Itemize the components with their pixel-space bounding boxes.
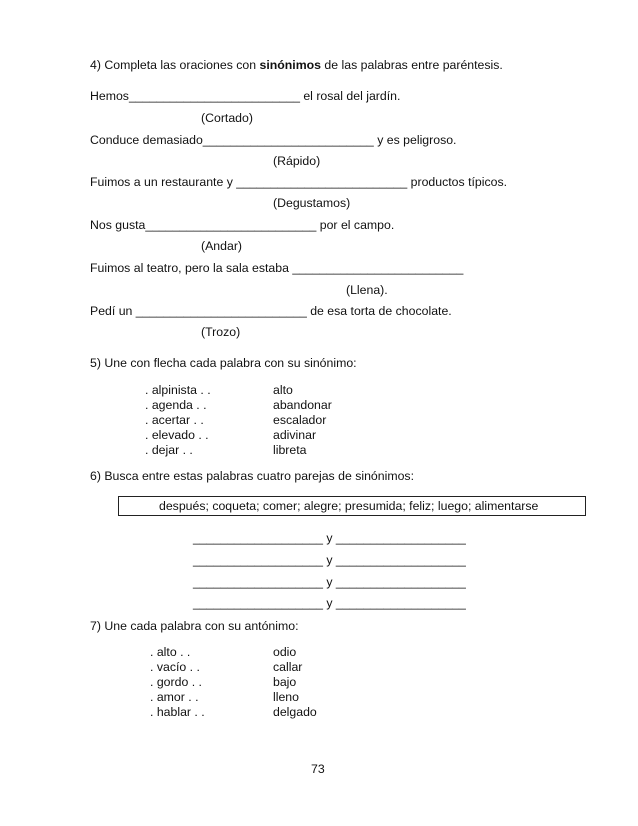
ex4-title-bold: sinónimos [259, 58, 322, 72]
ex5-left-4: . elevado . . [145, 428, 209, 442]
ex7-right-3: bajo [273, 675, 297, 689]
ex5-left-5: . dejar . . [145, 443, 193, 457]
ex6-pair-line-3: ___________________ y ___________________ [193, 575, 466, 589]
ex4-hint-1: (Cortado) [201, 111, 253, 125]
ex7-left-2: . vacío . . [150, 660, 200, 674]
word-box-text: después; coqueta; comer; alegre; presumida; feliz; luego; alimentarse [159, 499, 539, 513]
ex5-right-4: adivinar [273, 428, 317, 442]
ex4-title-pre: 4) Completa las oraciones con [90, 58, 260, 72]
ex6-pair-line-1: ___________________ y ___________________ [193, 531, 466, 545]
ex5-right-2: abandonar [273, 398, 332, 412]
ex7-left-3: . gordo . . [150, 675, 202, 689]
ex4-hint-5: (Llena). [346, 283, 388, 297]
ex7-right-2: callar [273, 660, 303, 674]
ex4-sentence-2: Conduce demasiado_________________________ y es peligroso. [90, 133, 457, 147]
ex4-sentence-6: Pedí un _________________________ de esa torta de chocolate. [90, 304, 452, 318]
ex4-title-post: de las palabras entre paréntesis. [321, 58, 503, 72]
ex4-hint-6: (Trozo) [201, 325, 241, 339]
ex4-hint-3: (Degustamos) [273, 196, 351, 210]
ex7-right-4: lleno [273, 690, 299, 704]
ex6-pair-line-4: ___________________ y ___________________ [193, 596, 466, 610]
ex5-title: 5) Une con flecha cada palabra con su sinónimo: [90, 356, 357, 370]
ex7-left-5: . hablar . . [150, 705, 205, 719]
ex4-sentence-5: Fuimos al teatro, pero la sala estaba _________________________ [90, 261, 464, 275]
ex5-right-3: escalador [273, 413, 327, 427]
ex6-pair-line-2: ___________________ y ___________________ [193, 553, 466, 567]
page-number: 73 [311, 762, 325, 776]
ex5-left-2: . agenda . . [145, 398, 207, 412]
ex6-title: 6) Busca entre estas palabras cuatro parejas de sinónimos: [90, 469, 414, 483]
ex5-left-1: . alpinista . . [145, 383, 211, 397]
ex7-right-1: odio [273, 645, 297, 659]
ex5-right-1: alto [273, 383, 293, 397]
ex7-left-1: . alto . . [150, 645, 191, 659]
ex7-right-5: delgado [273, 705, 317, 719]
ex4-sentence-4: Nos gusta_________________________ por el campo. [90, 218, 395, 232]
ex4-sentence-1: Hemos_________________________ el rosal del jardín. [90, 89, 401, 103]
ex4-hint-2: (Rápido) [273, 154, 321, 168]
ex5-right-5: libreta [273, 443, 307, 457]
ex7-title: 7) Une cada palabra con su antónimo: [90, 619, 299, 633]
word-box [118, 496, 586, 516]
ex4-sentence-3: Fuimos a un restaurante y _________________________ productos típicos. [90, 175, 508, 189]
ex7-left-4: . amor . . [150, 690, 199, 704]
ex4-title [90, 58, 503, 73]
ex4-hint-4: (Andar) [201, 239, 243, 253]
ex5-left-3: . acertar . . [145, 413, 204, 427]
